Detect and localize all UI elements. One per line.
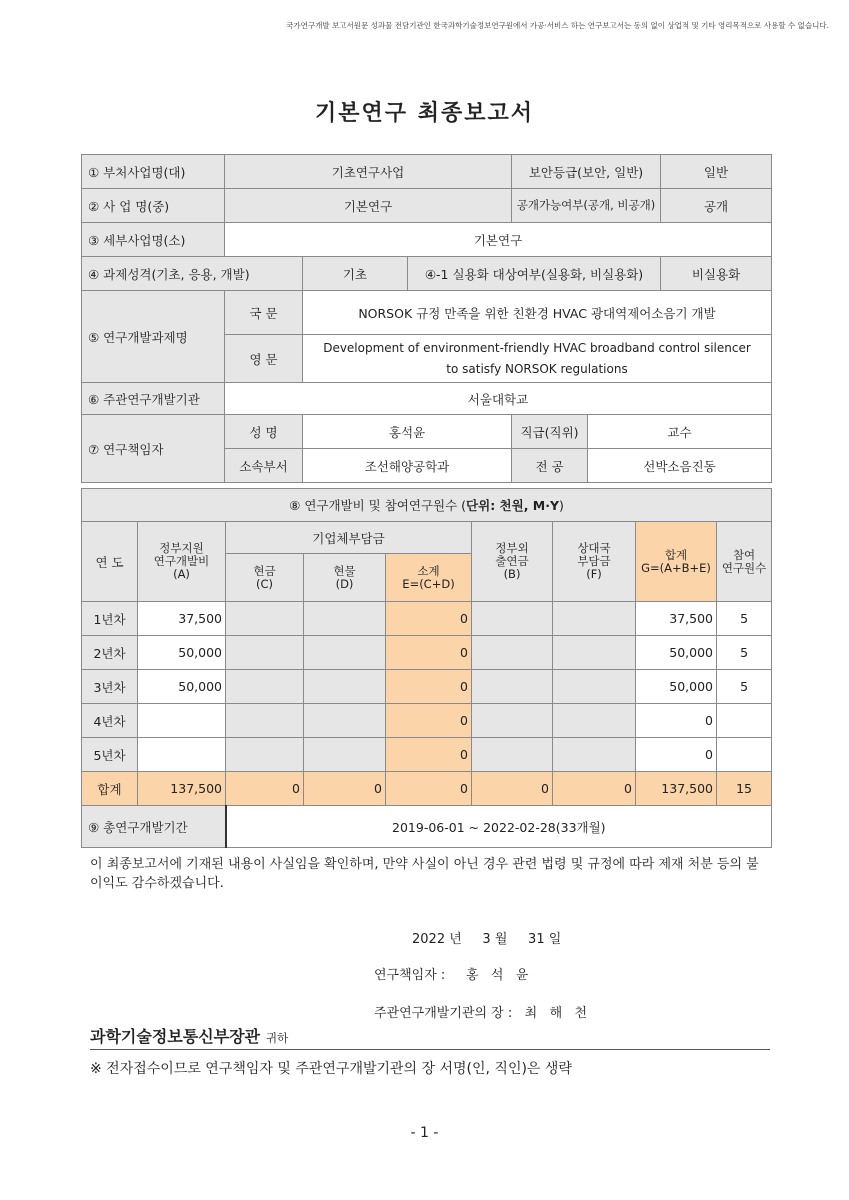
budget-header-total-line1: 합계 [664, 547, 688, 562]
budget-cell-partner [553, 602, 636, 636]
budget-cell-total: 0 [636, 704, 717, 738]
info-label-pi-major: 전 공 [512, 449, 588, 483]
budget-cell-year: 5년차 [82, 738, 138, 772]
budget-cell-subtotal: 0 [386, 704, 472, 738]
budget-sum-subtotal: 0 [386, 772, 472, 806]
info-label-security: 보안등급(보안, 일반) [512, 155, 661, 189]
info-title-english-line2: to satisfy NORSOK regulations [446, 361, 628, 376]
budget-header-kind-line2: (D) [335, 576, 354, 591]
budget-cell-cash [226, 670, 304, 704]
info-label-pi-name: 성 명 [225, 415, 303, 449]
info-pi-name: 홍석윤 [303, 415, 512, 449]
info-subprogram: 기본연구 [225, 223, 772, 257]
info-nature: 기초 [303, 257, 408, 291]
budget-header-partner-line2: 부담금 [577, 554, 611, 568]
budget-sum-nongov: 0 [472, 772, 553, 806]
budget-cell-total: 37,500 [636, 602, 717, 636]
budget-cell-nongov [472, 636, 553, 670]
budget-cell-nongov [472, 738, 553, 772]
budget-row [82, 636, 772, 670]
budget-cell-subtotal: 0 [386, 738, 472, 772]
budget-header-cash-line1: 현금 [253, 563, 276, 578]
budget-sum-kind: 0 [304, 772, 386, 806]
info-label-pi-position: 직급(직위) [512, 415, 588, 449]
budget-sum-partner: 0 [553, 772, 636, 806]
confirmation-statement: 이 최종보고서에 기재된 내용이 사실임을 확인하며, 만약 사실이 아닌 경우 관련 법령 및 규정에 따라 제재 처분 등의 불이익도 감수하겠습니다. [90, 857, 759, 891]
budget-row [82, 602, 772, 636]
budget-row [82, 704, 772, 738]
budget-cell-partner [553, 738, 636, 772]
info-title-korean: NORSOK 규정 만족을 위한 친환경 HVAC 광대역제어소음기 개발 [303, 291, 772, 335]
budget-header-kind-line1: 현물 [333, 563, 356, 578]
budget-header-subtotal [386, 554, 472, 602]
info-commercialization: 비실용화 [661, 257, 772, 291]
budget-cell-cash [226, 636, 304, 670]
budget-header-total-line2: G=(A+B+E) [641, 560, 711, 575]
budget-cell-nongov [472, 670, 553, 704]
budget-header-people [717, 522, 772, 602]
budget-cell-gov: 50,000 [138, 670, 226, 704]
info-label-project-title: ⑤ 연구개발과제명 [82, 291, 225, 383]
budget-header-subtotal-line1: 소계 [417, 563, 440, 578]
budget-header-partner-line3: (F) [586, 567, 602, 581]
budget-header-gov-line3: (A) [173, 567, 190, 581]
info-label-disclosure: 공개가능여부(공개, 비공개) [512, 189, 661, 223]
budget-cell-subtotal: 0 [386, 636, 472, 670]
budget-cell-subtotal: 0 [386, 670, 472, 704]
page-number: - 1 - [410, 1125, 439, 1141]
budget-header-company: 기업체부담금 [226, 522, 472, 554]
budget-cell-people [717, 704, 772, 738]
budget-row [82, 738, 772, 772]
info-label-program: ② 사 업 명(중) [82, 189, 225, 223]
budget-cell-nongov [472, 704, 553, 738]
budget-header-people-line1: 참여 [732, 547, 756, 562]
budget-header-gov-line1: 정부지원 [159, 541, 204, 555]
info-disclosure: 공개 [661, 189, 772, 223]
budget-cell-gov [138, 738, 226, 772]
info-ministry-program: 기초연구사업 [225, 155, 512, 189]
info-label-korean: 국 문 [225, 291, 303, 335]
budget-header-gov [138, 522, 226, 602]
budget-caption [82, 489, 772, 522]
budget-header-nongov-line2: 출연금 [495, 554, 529, 568]
budget-header-people-line2: 연구원수 [721, 560, 767, 575]
info-label-subprogram: ③ 세부사업명(소) [82, 223, 225, 257]
info-pi-dept: 조선해양공학과 [303, 449, 512, 483]
budget-caption-prefix: ⑧ 연구개발비 및 참여연구원수 ( [289, 498, 467, 513]
info-title-english [303, 335, 772, 383]
budget-cell-kind [304, 738, 386, 772]
budget-header-partner [553, 522, 636, 602]
report-date: 2022 년 3 월 31 일 [412, 932, 562, 947]
budget-sum-gov: 137,500 [138, 772, 226, 806]
info-table [81, 154, 772, 483]
budget-sum-year: 합계 [82, 772, 138, 806]
budget-cell-nongov [472, 602, 553, 636]
recipient-suffix: 귀하 [266, 1031, 289, 1045]
budget-rows [82, 602, 772, 806]
info-label-ministry-program: ① 부처사업명(대) [82, 155, 225, 189]
info-label-institution: ⑥ 주관연구개발기관 [82, 383, 225, 415]
budget-row [82, 670, 772, 704]
budget-cell-people: 5 [717, 602, 772, 636]
copyright-notice: 국가연구개발 보고서원문 성과물 전담기관인 한국과학기술정보연구원에서 가공·서비스 하는 연구보고서는 동의 없이 상업적 및 기타 영리목적으로 사용할 수 없습니다. [286, 21, 829, 30]
period-value: 2019-06-01 ~ 2022-02-28(33개월) [226, 806, 772, 848]
budget-cell-year: 4년차 [82, 704, 138, 738]
budget-cell-partner [553, 704, 636, 738]
budget-cell-cash [226, 704, 304, 738]
info-institution: 서울대학교 [225, 383, 772, 415]
budget-cell-partner [553, 670, 636, 704]
budget-cell-kind [304, 602, 386, 636]
recipient [90, 1024, 770, 1050]
budget-header-gov-line2: 연구개발비 [153, 554, 210, 568]
info-label-commercialization: ④-1 실용화 대상여부(실용화, 비실용화) [408, 257, 661, 291]
budget-cell-cash [226, 602, 304, 636]
budget-header-nongov [472, 522, 553, 602]
budget-sum-row [82, 772, 772, 806]
budget-cell-total: 50,000 [636, 670, 717, 704]
budget-table [81, 488, 772, 848]
budget-cell-people: 5 [717, 636, 772, 670]
budget-cell-kind [304, 670, 386, 704]
pi-signature: 연구책임자 : 홍 석 윤 [374, 968, 529, 983]
budget-cell-partner [553, 636, 636, 670]
institution-head-signature: 주관연구개발기관의 장 : 최 해 천 [374, 1006, 588, 1021]
budget-header-year: 연 도 [82, 522, 138, 602]
budget-cell-subtotal: 0 [386, 602, 472, 636]
budget-header-subtotal-line2: E=(C+D) [402, 576, 455, 591]
budget-header-nongov-line1: 정부외 [495, 541, 529, 555]
page-title: 기본연구 최종보고서 [315, 101, 534, 126]
period-label: ⑨ 총연구개발기간 [82, 806, 226, 848]
budget-cell-year: 2년차 [82, 636, 138, 670]
info-label-pi-dept: 소속부서 [225, 449, 303, 483]
info-pi-major: 선박소음진동 [588, 449, 772, 483]
esign-note: ※ 전자접수이므로 연구책임자 및 주관연구개발기관의 장 서명(인, 직인)은 생략 [90, 1061, 572, 1077]
budget-cell-cash [226, 738, 304, 772]
budget-header-cash-line2: (C) [255, 576, 273, 591]
recipient-name: 과학기술정보통신부장관 [90, 1027, 261, 1046]
budget-caption-unit: 단위: 천원, M·Y [466, 498, 560, 513]
info-pi-position: 교수 [588, 415, 772, 449]
budget-cell-people [717, 738, 772, 772]
budget-cell-gov: 37,500 [138, 602, 226, 636]
budget-header-total [636, 522, 717, 602]
budget-sum-total: 137,500 [636, 772, 717, 806]
budget-cell-kind [304, 704, 386, 738]
budget-cell-people: 5 [717, 670, 772, 704]
budget-cell-gov [138, 704, 226, 738]
info-program: 기본연구 [225, 189, 512, 223]
info-label-pi: ⑦ 연구책임자 [82, 415, 225, 483]
budget-cell-year: 3년차 [82, 670, 138, 704]
budget-header-nongov-line3: (B) [503, 567, 521, 581]
budget-sum-people: 15 [717, 772, 772, 806]
budget-cell-gov: 50,000 [138, 636, 226, 670]
budget-caption-suffix: ) [559, 498, 564, 513]
budget-cell-total: 50,000 [636, 636, 717, 670]
info-label-english: 영 문 [225, 335, 303, 383]
budget-header-kind [304, 554, 386, 602]
info-security: 일반 [661, 155, 772, 189]
budget-cell-kind [304, 636, 386, 670]
info-label-nature: ④ 과제성격(기초, 응용, 개발) [82, 257, 303, 291]
budget-cell-year: 1년차 [82, 602, 138, 636]
budget-cell-total: 0 [636, 738, 717, 772]
budget-header-cash [226, 554, 304, 602]
budget-header-partner-line1: 상대국 [577, 541, 611, 555]
info-title-english-line1: Development of environment-friendly HVAC broadband control silencer [323, 340, 751, 355]
budget-sum-cash: 0 [226, 772, 304, 806]
